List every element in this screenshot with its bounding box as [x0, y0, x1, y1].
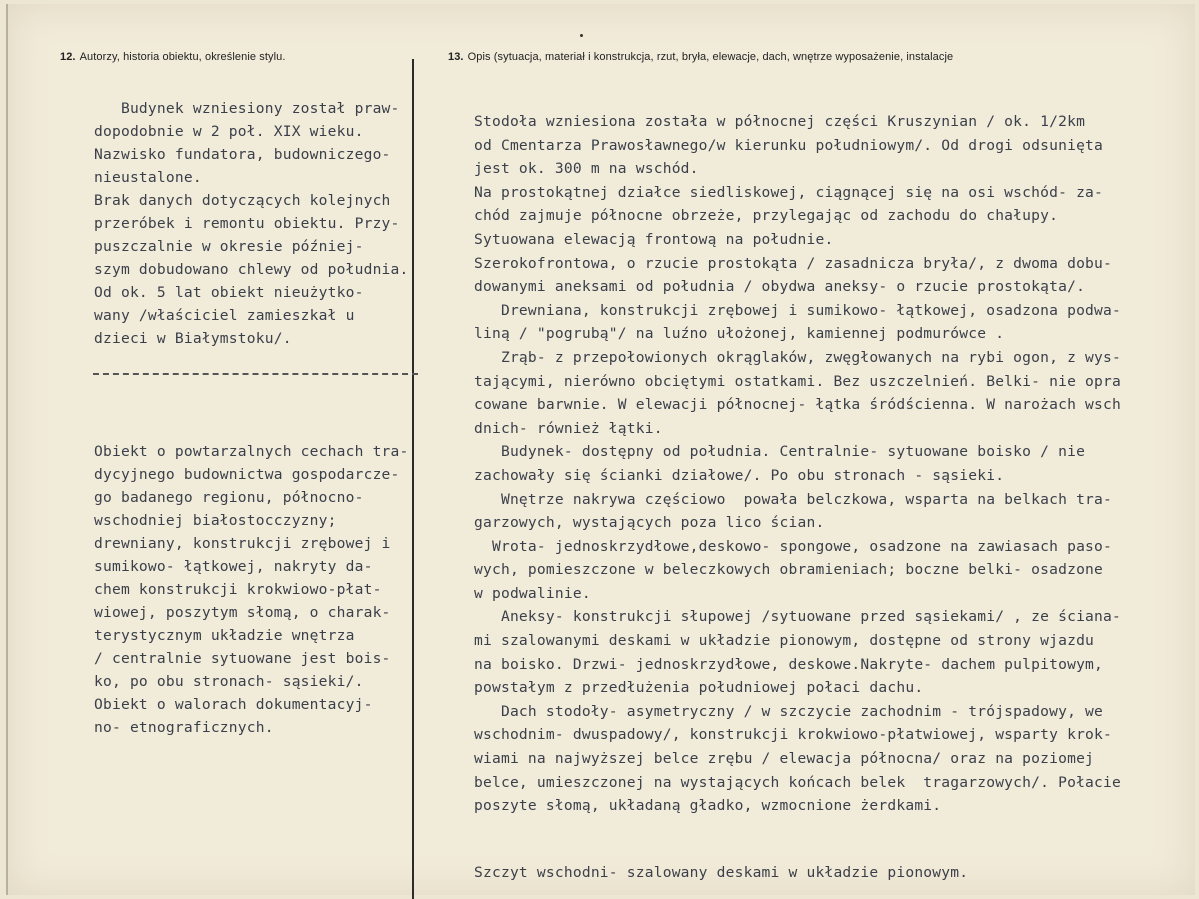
- text-line: wschodniej białostocczyzny;: [94, 512, 337, 529]
- section-13-title: Opis (sytuacja, materiał i konstrukcja, rzut, bryła, elewacje, dach, wnętrze wyposażenie, instalacje: [467, 51, 954, 63]
- section-13-number: 13.: [448, 51, 464, 63]
- description-final-line: [474, 861, 968, 885]
- text-line: dycyjnego budownictwa gospodarcze-: [94, 466, 400, 483]
- text-line: Wrota- jednoskrzydłowe,deskowo- spongowe, osadzone na zawiasach paso-: [474, 537, 1113, 555]
- text-line: wschodnim- dwuspadowy/, konstrukcji krokwiowo-płatwiowej, wsparty krok-: [474, 726, 1113, 744]
- text-line: Szczyt wschodni- szalowany deskami w układzie pionowym.: [474, 864, 969, 881]
- column-divider: [412, 59, 414, 899]
- text-line: sumikowo- łątkowej, nakryty da-: [94, 558, 373, 575]
- text-line: Budynek- dostępny od południa. Centralnie- sytuowane boisko / nie: [474, 443, 1086, 461]
- ink-speck: [580, 34, 583, 37]
- text-line: poszyte słomą, układaną gładko, wzmocnione żerdkami.: [474, 797, 942, 815]
- text-line: Budynek wzniesiony został praw-: [94, 100, 400, 117]
- text-line: Aneksy- konstrukcji słupowej /sytuowane przed sąsiekami/ , ze ściana-: [474, 608, 1122, 626]
- text-line: przeróbek i remontu obiektu. Przy-: [94, 215, 400, 232]
- text-line: Drewniana, konstrukcji zrębowej i sumikowo- łątkowej, osadzona podwa-: [474, 301, 1122, 319]
- text-line: dzieci w Białymstoku/.: [94, 330, 292, 347]
- text-line: jest ok. 300 m na wschód.: [474, 160, 699, 178]
- text-line: drewniany, konstrukcji zrębowej i: [94, 535, 391, 552]
- text-line: w podwalinie.: [474, 584, 591, 602]
- text-line: wiowej, poszytym słomą, o charak-: [94, 604, 391, 621]
- text-line: Sytuowana elewacją frontową na południe.: [474, 230, 834, 248]
- style-paragraph: [94, 440, 409, 739]
- description-text: [474, 110, 1121, 818]
- text-line: Obiekt o powtarzalnych cechach tra-: [94, 443, 409, 460]
- text-line: chód zajmuje północne obrzeże, przylegając od zachodu do chałupy.: [474, 207, 1059, 225]
- text-line: na boisko. Drzwi- jednoskrzydłowe, deskowe.Nakryte- dachem pulpitowym,: [474, 655, 1104, 673]
- text-line: dopodobnie w 2 poł. XIX wieku.: [94, 123, 364, 140]
- text-line: belce, umieszczonej na wystających końcach belek tragarzowych/. Połacie: [474, 773, 1122, 791]
- section-12-header: [60, 51, 286, 63]
- text-line: od Cmentarza Prawosławnego/w kierunku południowym/. Od drogi odsunięta: [474, 136, 1104, 154]
- text-line: zachowały się ścianki działowe/. Po obu stronach - sąsieki.: [474, 466, 1005, 484]
- text-line: cowane barwnie. W elewacji północnej- łątka śródścienna. W narożach wsch: [474, 396, 1122, 414]
- text-line: wych, pomieszczone w beleczkowych obramieniach; boczne belki- osadzone: [474, 561, 1104, 579]
- text-line: dowanymi aneksami od południa / obydwa aneksy- o rzucie prostokąta/.: [474, 278, 1086, 296]
- text-line: no- etnograficznych.: [94, 719, 274, 736]
- text-line: / centralnie sytuowane jest bois-: [94, 650, 391, 667]
- text-line: szym dobudowano chlewy od południa.: [94, 261, 409, 278]
- text-line: Dach stodoły- asymetryczny / w szczycie zachodnim - trójspadowy, we: [474, 702, 1104, 720]
- text-line: liną / "pogrubą"/ na luźno ułożonej, kamiennej podmurówce .: [474, 325, 1005, 343]
- text-line: Szerokofrontowa, o rzucie prostokąta / zasadnicza bryła/, z dwoma dobu-: [474, 254, 1113, 272]
- text-line: dnich- również łątki.: [474, 419, 663, 437]
- section-13-header: [448, 51, 953, 63]
- text-line: go badanego regionu, północno-: [94, 489, 364, 506]
- document-page: [6, 4, 1195, 895]
- section-12-number: 12.: [60, 51, 76, 63]
- text-line: ko, po obu stronach- sąsieki/.: [94, 673, 364, 690]
- text-line: nieustalone.: [94, 169, 202, 186]
- text-line: chem konstrukcji krokwiowo-płat-: [94, 581, 382, 598]
- text-line: Brak danych dotyczących kolejnych: [94, 192, 391, 209]
- dashed-separator: [93, 373, 418, 375]
- text-line: wiami na najwyższej belce zrębu / elewacja północna/ oraz na poziomej: [474, 750, 1095, 768]
- text-line: tającymi, nierówno obciętymi ostatkami. Bez uszczelnień. Belki- nie opra: [474, 372, 1122, 390]
- text-line: Stodoła wzniesiona została w północnej części Kruszynian / ok. 1/2km: [474, 113, 1086, 130]
- text-line: Nazwisko fundatora, budowniczego-: [94, 146, 391, 163]
- text-line: Wnętrze nakrywa częściowo powała belczkowa, wsparta na belkach tra-: [474, 490, 1113, 508]
- history-paragraph: [94, 97, 409, 350]
- text-line: garzowych, wystających poza lico ścian.: [474, 514, 825, 532]
- text-line: Obiekt o walorach dokumentacyj-: [94, 696, 373, 713]
- text-line: Od ok. 5 lat obiekt nieużytko-: [94, 284, 364, 301]
- text-line: wany /właściciel zamieszkał u: [94, 307, 355, 324]
- text-line: Na prostokątnej działce siedliskowej, ciągnącej się na osi wschód- za-: [474, 183, 1104, 201]
- text-line: terystycznym układzie wnętrza: [94, 627, 355, 644]
- text-line: mi szalowanymi deskami w układzie pionowym, dostępne od strony wjazdu: [474, 632, 1095, 650]
- text-line: puszczalnie w okresie później-: [94, 238, 364, 255]
- section-12-title: Autorzy, historia obiektu, określenie stylu.: [79, 51, 286, 63]
- text-line: powstałym z przedłużenia południowej połaci dachu.: [474, 679, 924, 697]
- text-line: Zrąb- z przepołowionych okrąglaków, zwęgłowanych na rybi ogon, z wys-: [474, 348, 1122, 366]
